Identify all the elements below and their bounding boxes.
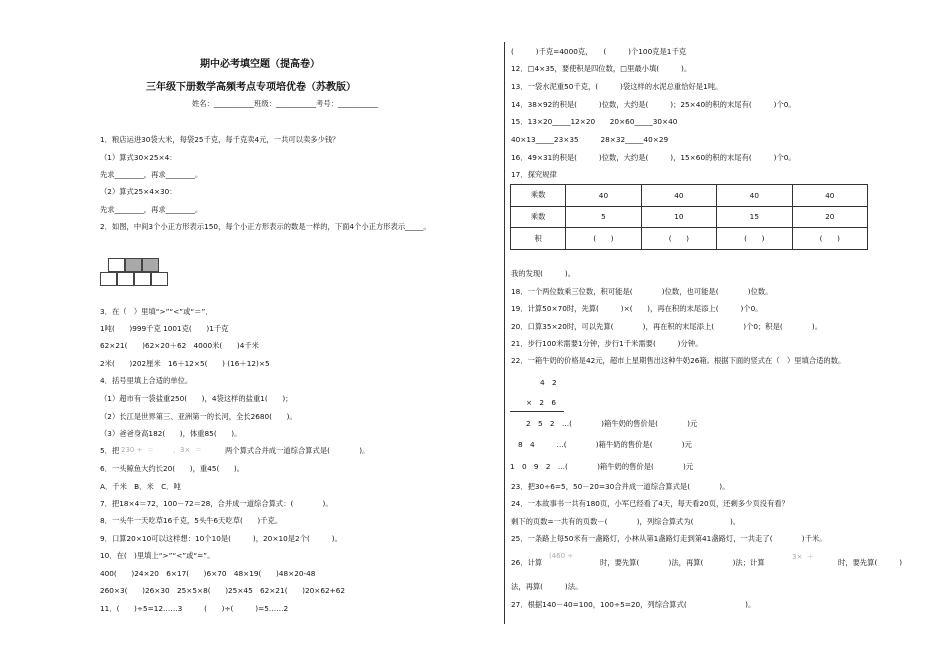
question-line: 14．38×92的积是( )位数，大约是( )；25×40的积的末尾有( )个0。 (511, 100, 796, 109)
square (108, 258, 125, 272)
question-line: 先求________，再求________。 (100, 170, 203, 179)
square (100, 272, 117, 286)
question-line: 10．在( )里填上“>”“<”或“=”。 (100, 551, 215, 560)
question-line: 两个算式合并成一道综合算式是( )。 (225, 446, 370, 455)
question-line: 时，要先算( )法，再算( )法；计算 (600, 558, 765, 567)
table-cell: 40 (641, 185, 716, 207)
question-line: 21．步行100米需要1分钟，步行1千米需要( )分钟。 (511, 339, 703, 348)
question-line: 20．口算35×20时，可以先算( )，再在积的末尾添上( )个0；积是( )。 (511, 322, 823, 331)
page-title: 期中必考填空题（提高卷） (200, 59, 320, 70)
question-line: （2）长江是世界第三、亚洲第一的长河，全长2680( )。 (100, 412, 297, 421)
question-line: 9．口算20×10可以这样想：10个10是( )，20×10是2个( )。 (100, 534, 342, 543)
question-line: 3．在（ ）里填“>”“<”或“＝”． (100, 307, 213, 316)
question-line: 4．括号里填上合适的单位。 (100, 376, 193, 385)
square-pyramid-figure (100, 256, 172, 298)
question-line: 先求________，再求________。 (100, 205, 203, 214)
question-line: 6．一头鲸鱼大约长20( )，重45( )。 (100, 464, 245, 473)
table-cell: 乘数 (511, 206, 566, 228)
question-line: A．千米 B．米 C．吨 (100, 482, 181, 491)
question-line: 剩下的页数=一共有的页数－( )，列综合算式为( )。 (511, 517, 741, 526)
question-line: 16．49×31的积是( )位数，大约是( )，15×60的积的末尾有( )个0。 (511, 153, 796, 162)
question-line: 1吨( )999千克 1001克( )1千克 (100, 324, 229, 333)
faded-formula: (460 ÷ (549, 552, 578, 560)
question-line: 22．一箱牛奶的价格是42元，超市上星期售出这种牛奶26箱。根据下面的竖式在（ ）里填合适的数。 (511, 356, 846, 365)
table-row (511, 228, 868, 250)
question-line: （1）超市有一袋盐重250( )，4袋这样的盐重1( )； (100, 394, 293, 403)
question-line: 40×13_____23×35 28×32_____40×29 (511, 135, 669, 144)
question-line: 26．计算 (511, 558, 543, 567)
vertical-calc-row: 4 2 (540, 378, 557, 387)
question-line: 27．根据140－40=100，100÷5=20，列综合算式( )。 (511, 600, 756, 609)
table-cell: 10 (641, 206, 716, 228)
page-subtitle: 三年级下册数学高频考点专项培优卷（苏教版） (146, 82, 356, 93)
question-line: 我的发现( )。 (511, 269, 576, 278)
vertical-calc-rule (510, 411, 564, 412)
pattern-table (510, 184, 868, 250)
question-line: 法，再算( )法。 (511, 582, 583, 591)
table-row (511, 206, 868, 228)
vertical-calc-row: × 2 6 (526, 398, 556, 407)
table-cell: ( ) (717, 228, 792, 250)
question-line: 23．把30÷6=5，50－20=30合并成一道综合算式是( )。 (511, 482, 730, 491)
question-line: 24．一本故事书一共有180页，小军已经看了4天，每天看20页，还剩多少页没有看？ (511, 499, 789, 508)
question-line: 260×3( )26×30 25×5×8( )25×45 62×21( )20×62+62 (100, 586, 346, 595)
square (117, 272, 134, 286)
vertical-calc-row: 2 5 2 …( )箱牛奶的售价是( )元 (526, 419, 698, 428)
table-cell: 积 (511, 228, 566, 250)
square (142, 258, 159, 272)
question-line: 13．一袋水泥重50千克，( )袋这样的水泥总重恰好是1吨。 (511, 82, 723, 91)
square (134, 272, 151, 286)
question-line: 17．探究规律 (511, 170, 557, 179)
vertical-calc-row: 8 4 …( )箱牛奶的售价是( )元 (518, 440, 692, 449)
question-line: 15．13×20_____12×20 20×60_____30×40 (511, 117, 678, 126)
question-line: （2）算式25×4×30： (100, 187, 177, 196)
question-line: 11．( )÷5=12……3 ( )÷( )=5……2 (100, 604, 289, 613)
faded-formula: 230 ÷ ＝ (121, 446, 157, 454)
faded-formula: 3× ＋ (792, 553, 819, 561)
faded-formula: ，3× ＝ (173, 446, 207, 454)
table-cell: 15 (717, 206, 792, 228)
question-line: 12．□4×35，要使积是四位数，□里最小填( )。 (511, 64, 692, 73)
table-cell: 5 (566, 206, 641, 228)
vertical-calc-row: 1 0 9 2 …( )箱牛奶的售价是( )元 (510, 462, 694, 471)
table-row (511, 185, 868, 207)
square (125, 258, 142, 272)
table-cell: ( ) (641, 228, 716, 250)
question-line: 18．一个两位数乘三位数，积可能是( )位数，也可能是( )位数。 (511, 287, 773, 296)
table-cell: 40 (717, 185, 792, 207)
question-line: 时，要先算( ) (838, 558, 903, 567)
question-line: （1）算式30×25×4： (100, 153, 177, 162)
table-cell: ( ) (566, 228, 641, 250)
question-line: ( )千克=4000克， ( )个100克是1千克 (511, 47, 687, 56)
student-info-line: 姓名：___________班级：___________考号：___________ (192, 99, 379, 108)
question-line: 400( )24×20 6×17( )6×70 48×19( )48×20-48 (100, 569, 316, 578)
table-cell: ( ) (792, 228, 867, 250)
question-line: 7．把18×4＝72，100－72＝28，合并成一道综合算式：( )。 (100, 499, 333, 508)
table-cell: 40 (566, 185, 641, 207)
question-line: 8．一头牛一天吃草16千克，5头牛6天吃草( )千克。 (100, 516, 283, 525)
question-line: 62×21( )62×20＋62 4000米( )4千米 (100, 341, 259, 350)
question-line: 19．计算50×70时，先算( )×( )，再在积的末尾添上( )个0。 (511, 304, 763, 313)
question-line: 5．把 (100, 446, 120, 455)
question-line: （3）爸爸身高182( )，体重85( )。 (100, 429, 242, 438)
square (151, 272, 168, 286)
table-cell: 乘数 (511, 185, 566, 207)
table-cell: 40 (792, 185, 867, 207)
table-cell: 20 (792, 206, 867, 228)
question-line: 1．粮店运进30袋大米，每袋25千克，每千克卖4元，一共可以卖多少钱？ (100, 135, 340, 144)
question-line: 2米( )202厘米 16＋12×5( ) (16＋12)×5 (100, 359, 270, 368)
column-divider (504, 42, 505, 624)
question-line: 2．如图，中间3个小正方形表示150，每个小正方形表示的数是一样的，下面4个小正方形表示_____。 (100, 222, 431, 231)
question-line: 25．一条路上每50米有一盏路灯，小林从第1盏路灯走到第41盏路灯，一共走了( )千米。 (511, 534, 827, 543)
